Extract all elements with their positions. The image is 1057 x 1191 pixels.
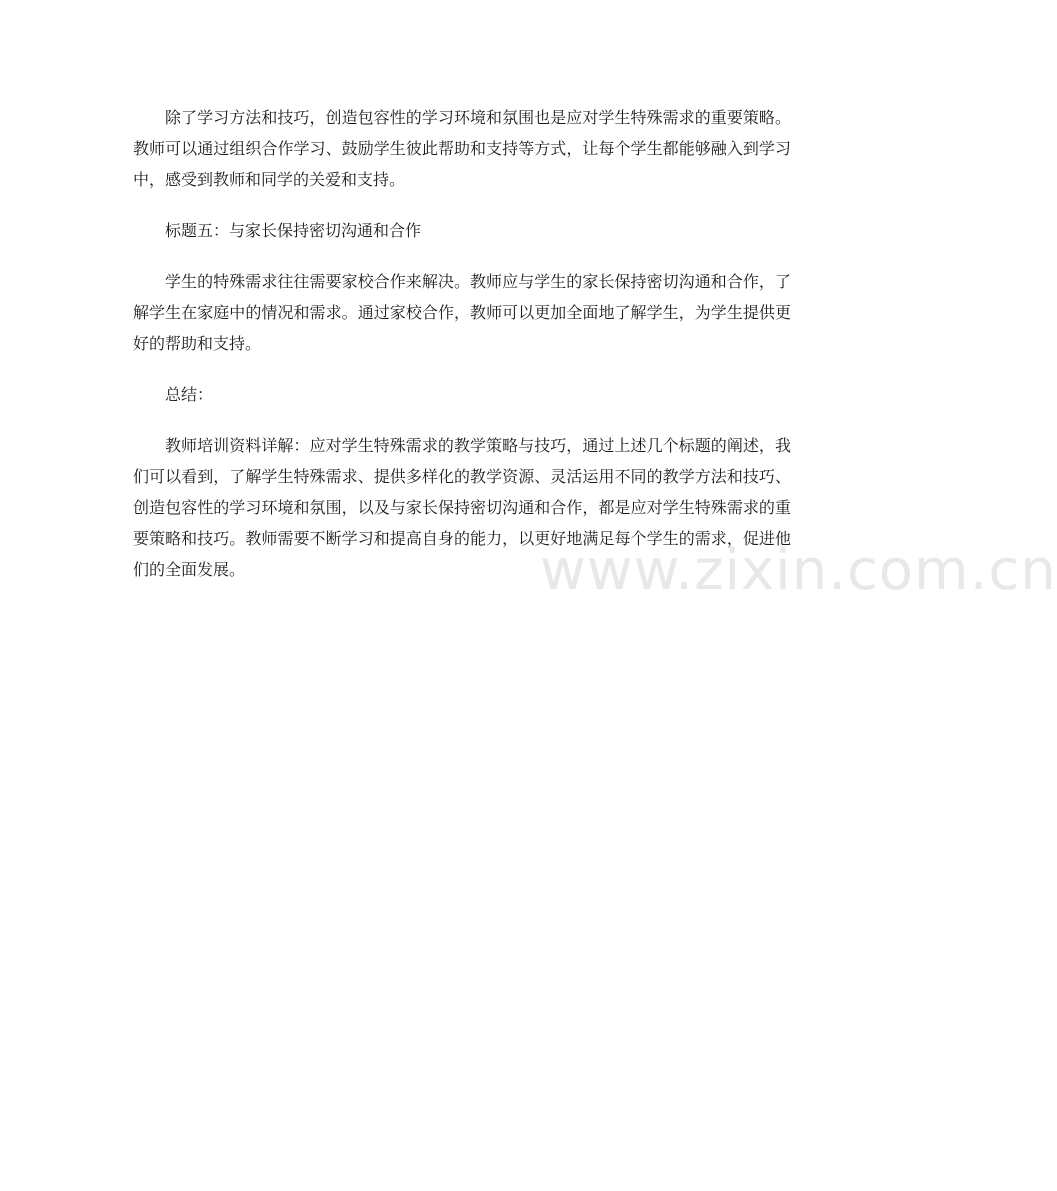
section-heading-five: 标题五：与家长保持密切沟通和合作 xyxy=(165,221,422,240)
paragraph-home-school-cooperation: 学生的特殊需求往往需要家校合作来解决。教师应与学生的家长保持密切沟通和合作，了解学生在家庭中的情况和需求。通过家校合作，教师可以更加全面地了解学生，为学生提供更好的帮助和支持。 xyxy=(133,272,791,353)
paragraph-inclusive-environment: 除了学习方法和技巧，创造包容性的学习环境和氛围也是应对学生特殊需求的重要策略。教师可以通过组织合作学习、鼓励学生彼此帮助和支持等方式，让每个学生都能够融入到学习中，感受到教师和同学的关爱和支持。 xyxy=(133,108,791,189)
watermark-text: www.zixin.com.cn xyxy=(540,538,1057,603)
document-body xyxy=(133,102,791,605)
section-heading-summary: 总结： xyxy=(165,385,214,404)
paragraph-summary: 教师培训资料详解：应对学生特殊需求的教学策略与技巧，通过上述几个标题的阐述，我们可以看到，了解学生特殊需求、提供多样化的教学资源、灵活运用不同的教学方法和技巧、创造包容性的学习环境和氛围，以及与家长保持密切沟通和合作，都是应对学生特殊需求的重要策略和技巧。教师需要不断学习和提高自身的能力，以更好地满足每个学生的需求，促进他们的全面发展。 xyxy=(133,436,791,579)
